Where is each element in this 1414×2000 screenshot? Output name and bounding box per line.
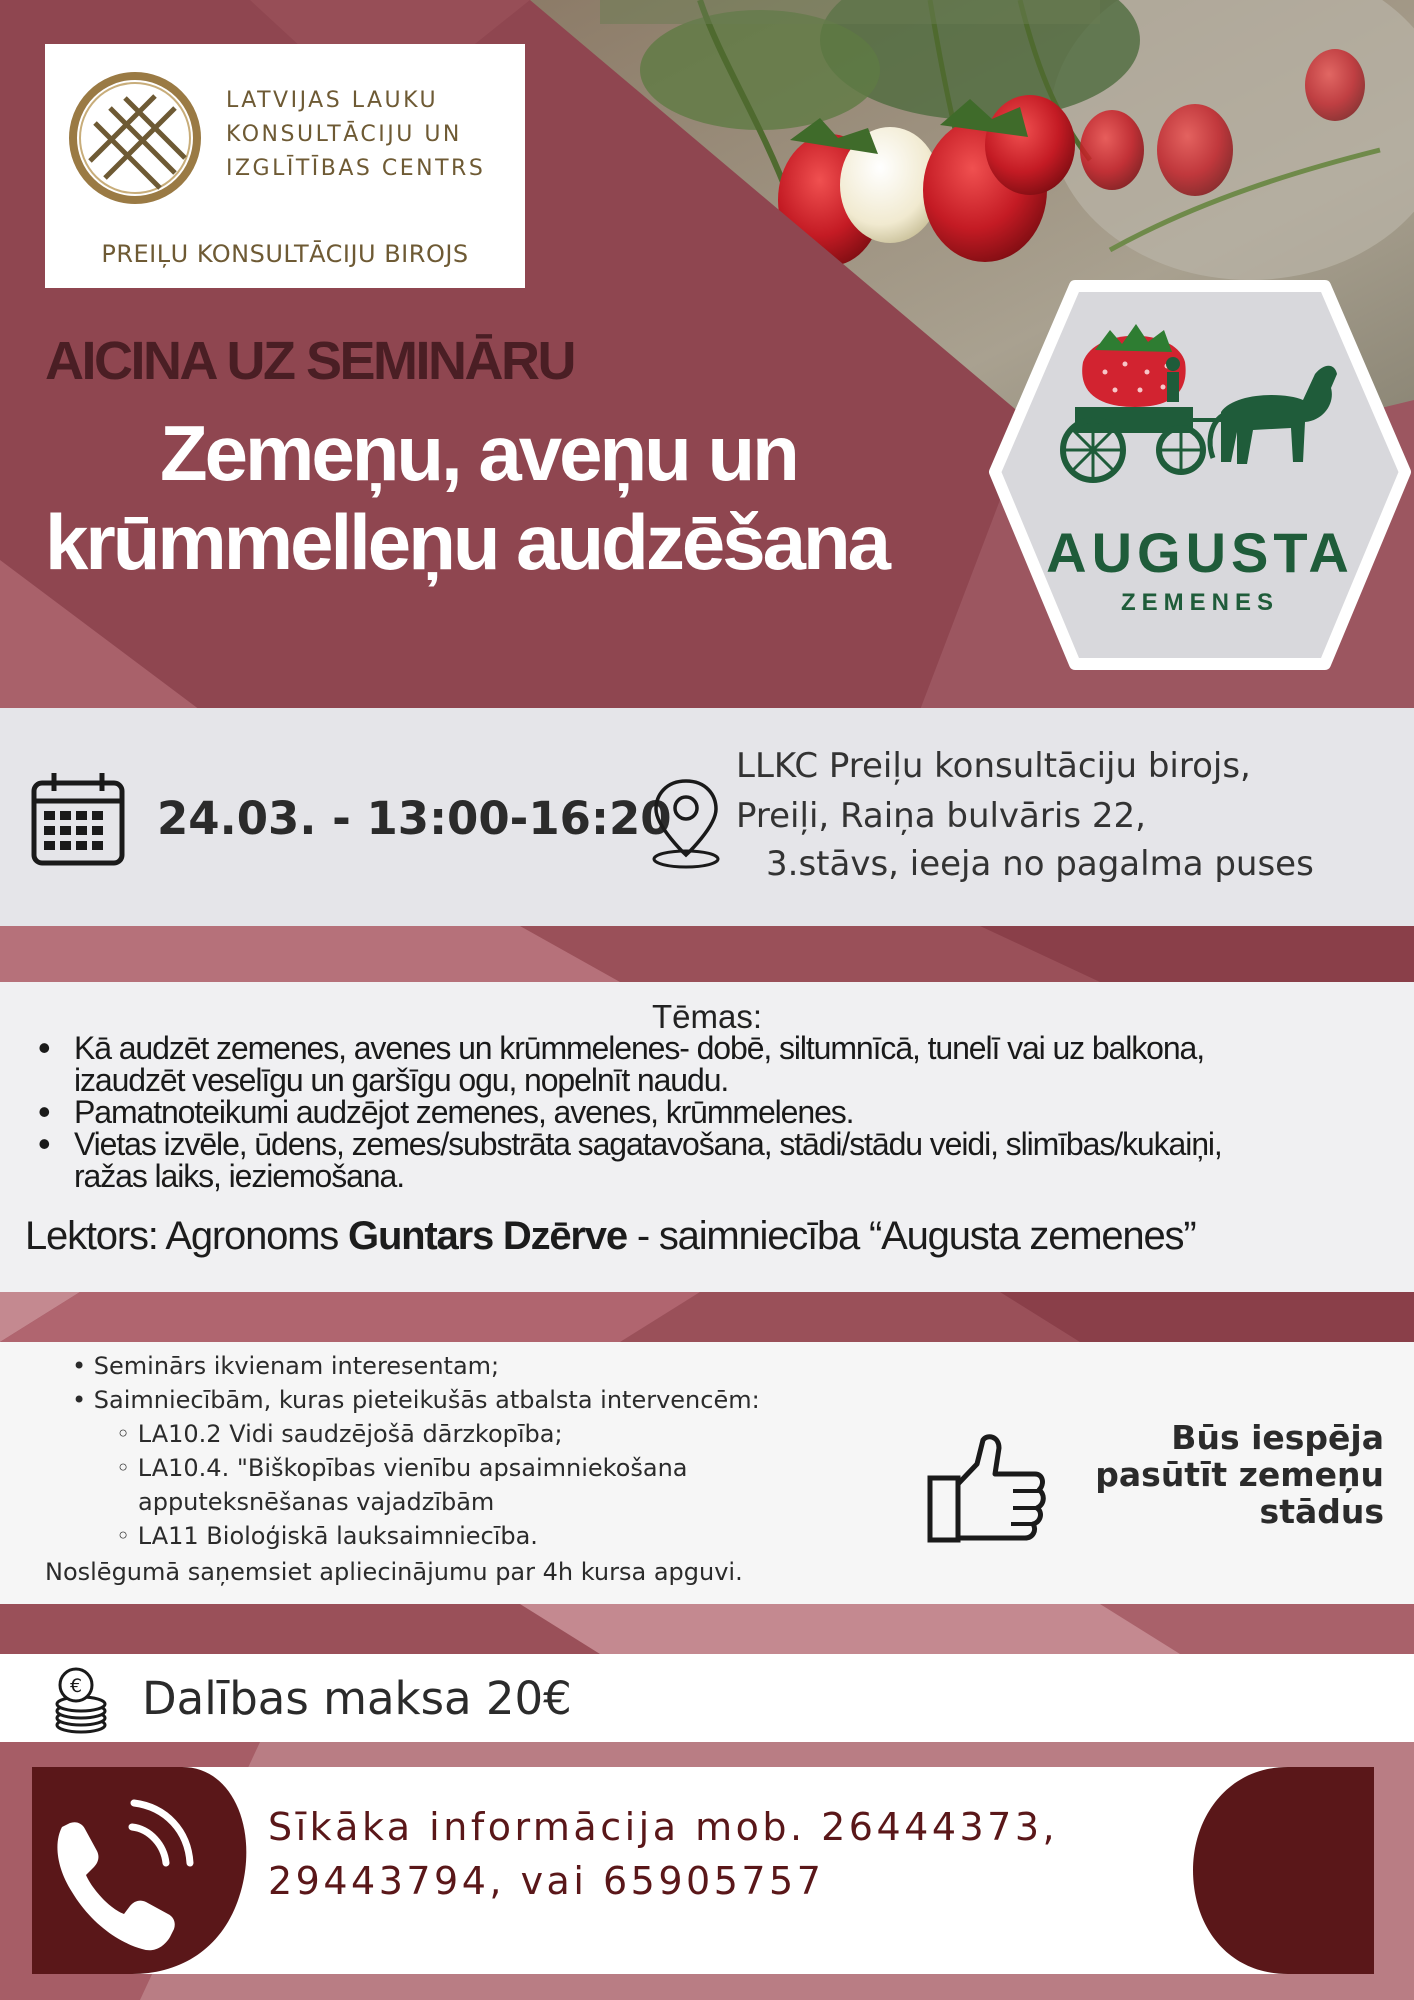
logo-emblem-icon xyxy=(65,68,205,208)
calendar-icon xyxy=(30,771,126,867)
topic-item-text: izaudzēt veselīgu un garšīgu ogu, nopelnīt naudu. xyxy=(74,1062,729,1098)
invite-heading: AICINA UZ SEMINĀRU xyxy=(45,331,574,391)
event-address-line-2: Preiļi, Raiņa bulvāris 22, xyxy=(736,796,1146,836)
svg-text:€: € xyxy=(69,1675,83,1697)
contact-section xyxy=(0,1742,1414,2000)
topic-item xyxy=(30,1096,1400,1128)
seminar-title-line-1: Zemeņu, aveņu un xyxy=(160,409,797,497)
contact-line-1: Sīkāka informācija mob. 26444373, xyxy=(268,1805,1059,1849)
topic-item-text: Kā audzēt zemenes, avenes un krūmmelenes- dobē, siltumnīcā, tunelī vai uz balkona, xyxy=(74,1030,1205,1066)
organizer-name-line-1: LATVIJAS LAUKU xyxy=(226,88,439,113)
organizer-office: PREIĻU KONSULTĀCIJU BIROJS xyxy=(101,240,469,268)
partner-subtitle: ZEMENES xyxy=(1120,589,1280,616)
hero-section xyxy=(0,0,1414,710)
lecturer-name: Guntars Dzērve xyxy=(348,1214,627,1258)
lecturer-farm: - saimniecība “Augusta zemenes” xyxy=(626,1214,1196,1258)
event-address-line-3: 3.stāvs, ieeja no pagalma puses xyxy=(766,844,1314,884)
detail-sub-item: ◦ LA10.4. "Biškopības vienību apsaimniekošana xyxy=(116,1454,688,1482)
detail-sub-item: ◦ LA11 Bioloģiskā lauksaimniecība. xyxy=(116,1522,538,1550)
order-offer-line-2: pasūtīt zemeņu xyxy=(1095,1455,1384,1494)
event-info-band xyxy=(0,708,1414,926)
event-address-line-1: LLKC Preiļu konsultāciju birojs, xyxy=(736,746,1251,786)
partner-name: AUGUSTA xyxy=(1046,521,1354,584)
organizer-logo xyxy=(45,44,525,288)
decorative-stripe xyxy=(0,1604,1414,1654)
detail-item-text: Saimniecībām, kuras pieteikušās atbalsta intervencēm: xyxy=(93,1386,760,1414)
topics-list xyxy=(30,1032,1400,1192)
seminar-title-line-2: krūmmelleņu audzēšana xyxy=(45,498,888,586)
contact-phone-numbers xyxy=(268,1800,1058,1908)
contact-card-accent xyxy=(1188,1767,1374,1974)
detail-sub-item-text: LA10.2 Vidi saudzējošā dārzkopība; xyxy=(137,1420,563,1448)
thumbs-up-icon xyxy=(925,1434,1047,1546)
phone-icon xyxy=(32,1767,252,1974)
detail-sub-item: ◦ LA10.2 Vidi saudzējošā dārzkopība; xyxy=(116,1420,563,1448)
lecturer-prefix: Lektors: Agronoms xyxy=(25,1214,339,1258)
lecturer-line xyxy=(25,1214,1195,1259)
order-offer-line-3: stādus xyxy=(1259,1492,1384,1531)
euro-coins-icon xyxy=(48,1665,114,1735)
topics-section xyxy=(0,982,1414,1292)
topic-item-text: ražas laiks, ieziemošana. xyxy=(74,1158,404,1194)
organizer-name-line-2: KONSULTĀCIJU UN xyxy=(226,122,462,147)
detail-sub-item-text: apputeksnēšanas vajadzībām xyxy=(138,1488,495,1516)
detail-sub-item-text: LA10.4. "Biškopības vienību apsaimniekošana xyxy=(137,1454,688,1482)
contact-line-2: 29443794, vai 65905757 xyxy=(268,1859,825,1903)
certificate-note: Noslēgumā saņemsiet apliecinājumu par 4h kursa apguvi. xyxy=(45,1558,743,1586)
topic-item xyxy=(30,1128,1400,1192)
order-offer-line-1: Būs iespēja xyxy=(1171,1418,1384,1457)
event-datetime: 24.03. - 13:00-16:20 xyxy=(157,792,672,845)
partner-logo-badge xyxy=(985,272,1414,677)
topic-item xyxy=(30,1032,1400,1096)
topic-item-text: Pamatnoteikumi audzējot zemenes, avenes, krūmmelenes. xyxy=(74,1094,854,1130)
organizer-name-line-3: IZGLĪTĪBAS CENTRS xyxy=(226,156,486,181)
location-pin-icon xyxy=(648,775,724,869)
detail-item: • Saimniecībām, kuras pieteikušās atbalsta intervencēm: xyxy=(72,1386,760,1414)
details-section xyxy=(0,1342,1414,1604)
detail-item-text: Seminārs ikvienam interesentam; xyxy=(93,1352,500,1380)
decorative-stripe xyxy=(0,1292,1414,1342)
fee-section xyxy=(0,1654,1414,1742)
topics-heading: Tēmas: xyxy=(651,998,763,1035)
detail-sub-item-text: LA11 Bioloģiskā lauksaimniecība. xyxy=(137,1522,538,1550)
participation-fee: Dalības maksa 20€ xyxy=(142,1672,572,1725)
topic-item-text: Vietas izvēle, ūdens, zemes/substrāta sagatavošana, stādi/stādu veidi, slimības/kukaiņi, xyxy=(74,1126,1222,1162)
detail-item: • Seminārs ikvienam interesentam; xyxy=(72,1352,500,1380)
decorative-stripe xyxy=(0,926,1414,982)
